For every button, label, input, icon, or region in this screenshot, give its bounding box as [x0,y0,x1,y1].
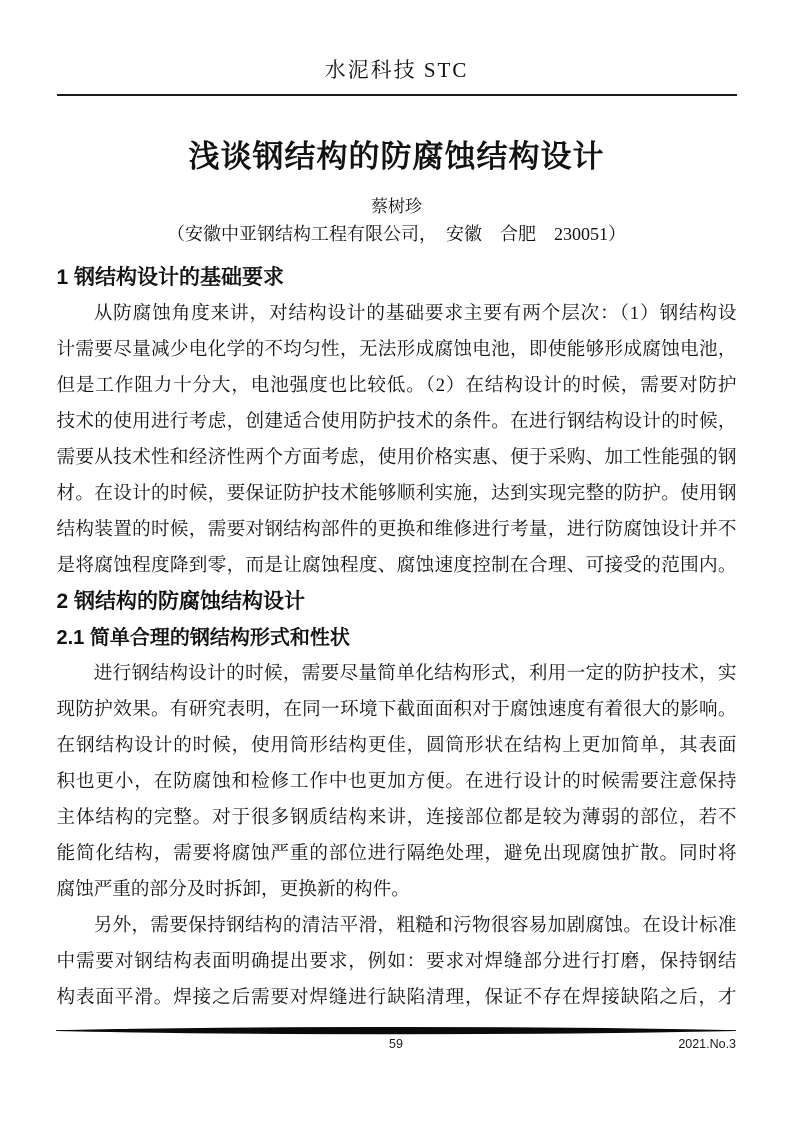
footer-meta-row [56,1037,736,1055]
paragraph-line: 但是工作阻力十分大，电池强度也比较低。（2）在结构设计的时候，需要对防护 [56,375,737,396]
page-content [57,0,737,1016]
section-heading: 2.1 简单合理的钢结构形式和性状 [56,627,350,649]
footer-issue-label: 2021.No.3 [678,1037,736,1051]
paragraph-line: 另外，需要保持钢结构的清洁平滑，粗糙和污物很容易加剧腐蚀。在设计标准 [93,915,737,936]
paragraph-line: 构表面平滑。焊接之后需要对焊缝进行缺陷清理，保证不存在焊接缺陷之后，才 [56,987,737,1008]
footer-page-number: 59 [389,1037,403,1051]
article-affiliation: （安徽中亚钢结构工程有限公司， 安徽 合肥 230051） [167,224,626,244]
article-body [57,260,737,1016]
article-author: 蔡树珍 [371,197,422,216]
paragraph-line: 进行钢结构设计的时候，需要尽量简单化结构形式，利用一定的防护技术，实 [93,663,737,684]
paragraph-line: 中需要对钢结构表面明确提出要求，例如：要求对焊缝部分进行打磨，保持钢结 [56,951,737,972]
section-heading: 1 钢结构设计的基础要求 [56,266,285,289]
page-footer [56,1026,736,1055]
paragraph-line: 是将腐蚀程度降到零，而是让腐蚀程度、腐蚀速度控制在合理、可接受的范围内。 [56,555,737,576]
paragraph-line: 现防护效果。有研究表明，在同一环境下截面面积对于腐蚀速度有着很大的影响。 [56,699,737,720]
footer-spindle-bar [56,1026,736,1036]
article-title: 浅谈钢结构的防腐蚀结构设计 [188,139,605,174]
paragraph-line: 结构装置的时候，需要对钢结构部件的更换和维修进行考量，进行防腐蚀设计并不 [56,519,737,540]
paragraph-line: 计需要尽量减少电化学的不均匀性，无法形成腐蚀电池，即使能够形成腐蚀电池， [56,339,737,360]
section-heading: 2 钢结构的防腐蚀结构设计 [56,590,306,613]
paragraph-line: 主体结构的完整。对于很多钢质结构来讲，连接部位都是较为薄弱的部位，若不 [56,807,737,828]
header-rule-divider [57,94,737,96]
journal-header-title: 水泥科技 STC [324,58,469,82]
paragraph-line: 腐蚀严重的部分及时拆卸，更换新的构件。 [56,879,410,900]
paragraph-line: 从防腐蚀角度来讲，对结构设计的基础要求主要有两个层次：（1）钢结构设 [93,303,737,324]
paragraph-line: 能简化结构，需要将腐蚀严重的部位进行隔绝处理，避免出现腐蚀扩散。同时将 [56,843,737,864]
paragraph-line: 在钢结构设计的时候，使用筒形结构更佳，圆筒形状在结构上更加简单，其表面 [56,735,737,756]
paragraph-line: 材。在设计的时候，要保证防护技术能够顺利实施，达到实现完整的防护。使用钢 [56,483,737,504]
paragraph-line: 技术的使用进行考虑，创建适合使用防护技术的条件。在进行钢结构设计的时候， [56,411,737,432]
paragraph-line: 积也更小，在防腐蚀和检修工作中也更加方便。在进行设计的时候需要注意保持 [56,771,737,792]
paragraph-line: 需要从技术性和经济性两个方面考虑，使用价格实惠、便于采购、加工性能强的钢 [56,447,737,468]
